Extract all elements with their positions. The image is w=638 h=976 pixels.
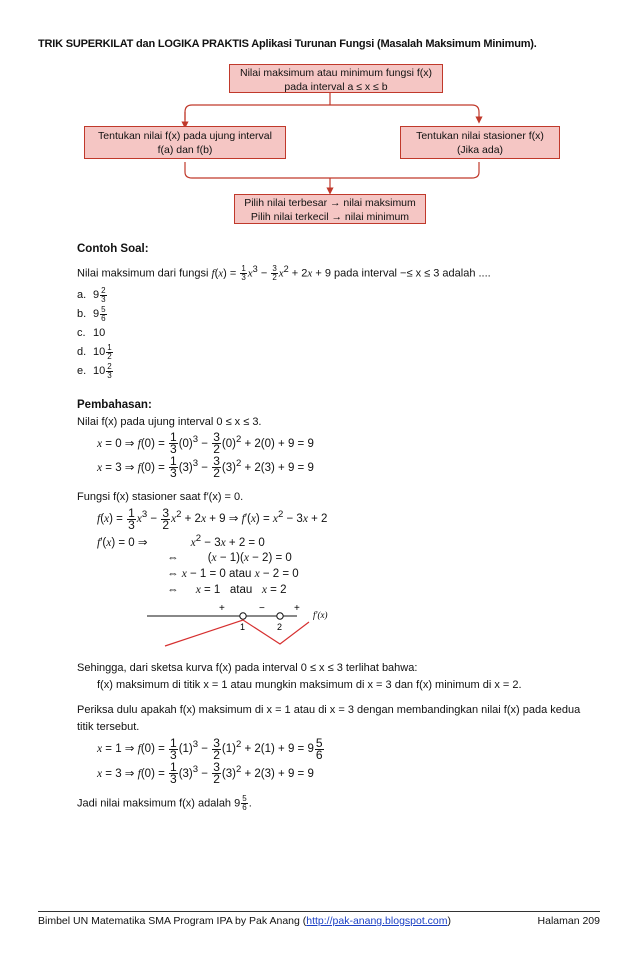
final-answer: Jadi nilai maksimum f(x) adalah 9 $\frac{5}{6}$ . xyxy=(77,793,252,812)
answer-option: b. 9 $\frac{5}{6}$ xyxy=(77,304,106,323)
flow-box-top: Nilai maksimum atau minimum fungsi f(x) pada interval a ≤ x ≤ b xyxy=(229,64,443,93)
solution-intro: Nilai f(x) pada ujung interval 0 ≤ x ≤ 3. xyxy=(77,415,262,428)
flow-box-bottom: Pilih nilai terbesar → nilai maksimum Pilih nilai terkecil → nilai minimum xyxy=(234,194,426,224)
main-content xyxy=(77,243,597,812)
comparison-calculations xyxy=(77,736,597,785)
example-title: Contoh Soal: xyxy=(77,243,149,255)
footer-left: Bimbel UN Matematika SMA Program IPA by Pak Anang (http://pak-anang.blogspot.com) xyxy=(38,915,452,927)
flow-box-left: Tentukan nilai f(x) pada ujung interval f(a) dan f(b) xyxy=(84,126,286,159)
endpoint-calculations xyxy=(77,431,597,480)
equation-line: ⇔ x − 1 = 0 atau x − 2 = 0 xyxy=(167,568,299,581)
answer-options xyxy=(77,286,597,381)
check-paragraph: Periksa dulu apakah f(x) maksimum di x = 1 atau di x = 3 dengan membandingkan nilai f(x) pada kedua titik tersebut. xyxy=(77,704,581,734)
equation-line: f′(x) = 0 ⇒ $x^2 - 3x + 2 = 0$ xyxy=(97,532,265,549)
answer-option: e. 10 $\frac{2}{3}$ xyxy=(77,361,112,380)
sign-chart xyxy=(137,600,357,658)
stationary-intro: Fungsi f(x) stasioner saat f′(x) = 0. xyxy=(77,491,244,504)
example-question: Nilai maksimum dari fungsi f(x) = $\frac{1}{3}$ $x^3$ − $\frac{3}{2}$ $x^2 + 2x + 9$ pada interval −≤ x ≤ 3 adalah .... xyxy=(77,264,491,283)
derivative-label: f′(x) xyxy=(313,610,328,621)
sign-plus-right: + xyxy=(294,603,300,615)
equation-line: ⇔ x = 1 atau x = 2 xyxy=(167,584,287,597)
equation-line: x = 0 ⇒ f(0) = $\frac{1}{3}$ $(0)^3$ − $\frac{3}{2}$ $(0)^2 + 2(0) + 9 = 9$ xyxy=(97,429,314,456)
page-footer xyxy=(38,911,600,927)
answer-option: a. 9 $\frac{2}{3}$ xyxy=(77,285,106,304)
conclusion-detail: f(x) maksimum di titik x = 1 atau mungkin maksimum di x = 3 dan f(x) minimum di x = 2. xyxy=(97,679,522,692)
answer-option: d. 10 $\frac{1}{2}$ xyxy=(77,342,112,361)
page-number: Halaman 209 xyxy=(537,915,600,927)
equation-line: x = 3 ⇒ f(0) = $\frac{1}{3}$ $(3)^3$ − $\frac{3}{2}$ $(3)^2 + 2(3) + 9 = 9$ xyxy=(97,759,314,786)
point-label-2: 2 xyxy=(277,622,283,633)
sign-minus: − xyxy=(259,603,265,615)
flow-box-right: Tentukan nilai stasioner f(x) (Jika ada) xyxy=(400,126,560,159)
conclusion-line: Sehingga, dari sketsa kurva f(x) pada interval 0 ≤ x ≤ 3 terlihat bahwa: xyxy=(77,662,418,675)
answer-option: c. 10 xyxy=(77,327,106,340)
sign-plus-left: + xyxy=(219,603,225,615)
equation-line: ⇔ (x − 1)(x − 2) = 0 xyxy=(167,552,292,565)
derivative-steps xyxy=(77,506,597,598)
point-label-1: 1 xyxy=(240,622,246,633)
equation-line: x = 1 ⇒ f(0) = $\frac{1}{3}$ $(1)^3$ − $\frac{3}{2}$ $(1)^2 + 2(1) + 9 = 9$ $\frac{5}{6}$ xyxy=(97,735,323,762)
page-header: TRIK SUPERKILAT dan LOGIKA PRAKTIS Aplikasi Turunan Fungsi (Masalah Maksimum Minimum). xyxy=(38,38,537,50)
blog-link[interactable]: http://pak-anang.blogspot.com xyxy=(306,915,448,927)
solution-title: Pembahasan: xyxy=(77,398,152,411)
equation-line: f(x) = $\frac{1}{3}$ $x^3$ − $\frac{3}{2}$ $x^2 + 2x + 9$ ⇒ $f'(x) = x^2 - 3x + 2$ xyxy=(97,505,328,532)
equation-line: x = 3 ⇒ f(0) = $\frac{1}{3}$ $(3)^3$ − $\frac{3}{2}$ $(3)^2 + 2(3) + 9 = 9$ xyxy=(97,454,314,481)
